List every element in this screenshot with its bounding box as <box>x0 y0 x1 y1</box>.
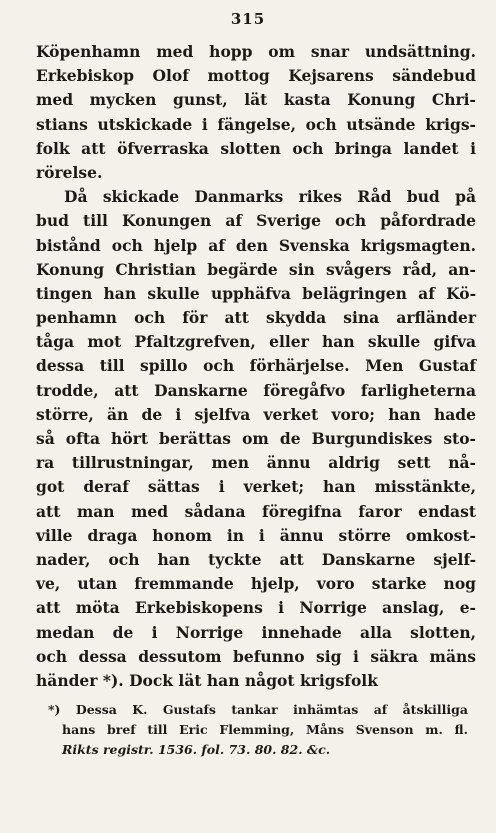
text-line: större, än de i sjelfva verket voro; han hade <box>36 404 476 424</box>
text-line: stians utskickade i fängelse, och utsände krigs- <box>36 114 476 134</box>
text-line: att möta Erkebiskopens i Norrige anslag, e- <box>36 598 476 618</box>
text-line: penhamn och för att skydda sina arfländer <box>36 308 476 328</box>
text-line: bistånd och hjelp af den Svenska krigsmagten. <box>36 235 476 255</box>
text-line: tåga mot Pfaltzgrefven, eller han skulle gifva <box>36 332 476 352</box>
text-line: att man med sådana föregifna faror endast <box>36 501 476 521</box>
body-text <box>36 40 476 693</box>
footnote-line: hans bref till Eric Flemming, Måns Svenson m. fl. <box>62 722 468 737</box>
text-line: Konung Christian begärde sin svågers råd, an- <box>36 259 476 279</box>
text-line: och dessa dessutom befunno sig i säkra mäns <box>36 646 476 666</box>
text-line: med mycken gunst, lät kasta Konung Chri- <box>36 90 476 110</box>
text-line: dessa till spillo och förhärjelse. Men Gustaf <box>36 356 476 376</box>
text-line: rörelse. <box>36 162 103 182</box>
text-line: bud till Konungen af Sverige och påfordrade <box>36 211 476 231</box>
text-line: händer *). Dock lät han något krigsfolk <box>36 670 378 690</box>
text-line: medan de i Norrige innehade alla slotten, <box>36 622 476 642</box>
text-line: trodde, att Danskarne föregåfvo farligheterna <box>36 380 476 400</box>
text-line: så ofta hört berättas om de Burgundiskes sto- <box>36 429 476 448</box>
text-line: ra tillrustningar, men ännu aldrig sett nå- <box>36 453 476 473</box>
footnote-line: *) Dessa K. Gustafs tankar inhämtas af åtskilliga <box>48 702 468 717</box>
footnote-line: Rikts registr. 1536. fol. 73. 80. 82. &c. <box>62 742 331 757</box>
text-line: ville draga honom in i ännu större omkost- <box>36 525 476 545</box>
text-line: Då skickade Danmarks rikes Råd bud på <box>64 187 476 207</box>
text-line: Erkebiskop Olof mottog Kejsarens sändebud <box>36 66 476 86</box>
text-line: tingen han skulle upphäfva belägringen af Kö- <box>36 283 476 303</box>
text-line: ve, utan fremmande hjelp, voro starke nog <box>36 574 476 594</box>
footnote <box>48 700 468 760</box>
text-line: got deraf sättas i verket; han misstänkte, <box>36 477 476 497</box>
text-line: folk att öfverraska slotten och bringa landet i <box>36 138 476 158</box>
text-line: nader, och han tyckte att Danskarne sjelf- <box>36 549 476 569</box>
page-number: 315 <box>230 10 266 28</box>
text-line: Köpenhamn med hopp om snar undsättning. <box>36 42 476 61</box>
